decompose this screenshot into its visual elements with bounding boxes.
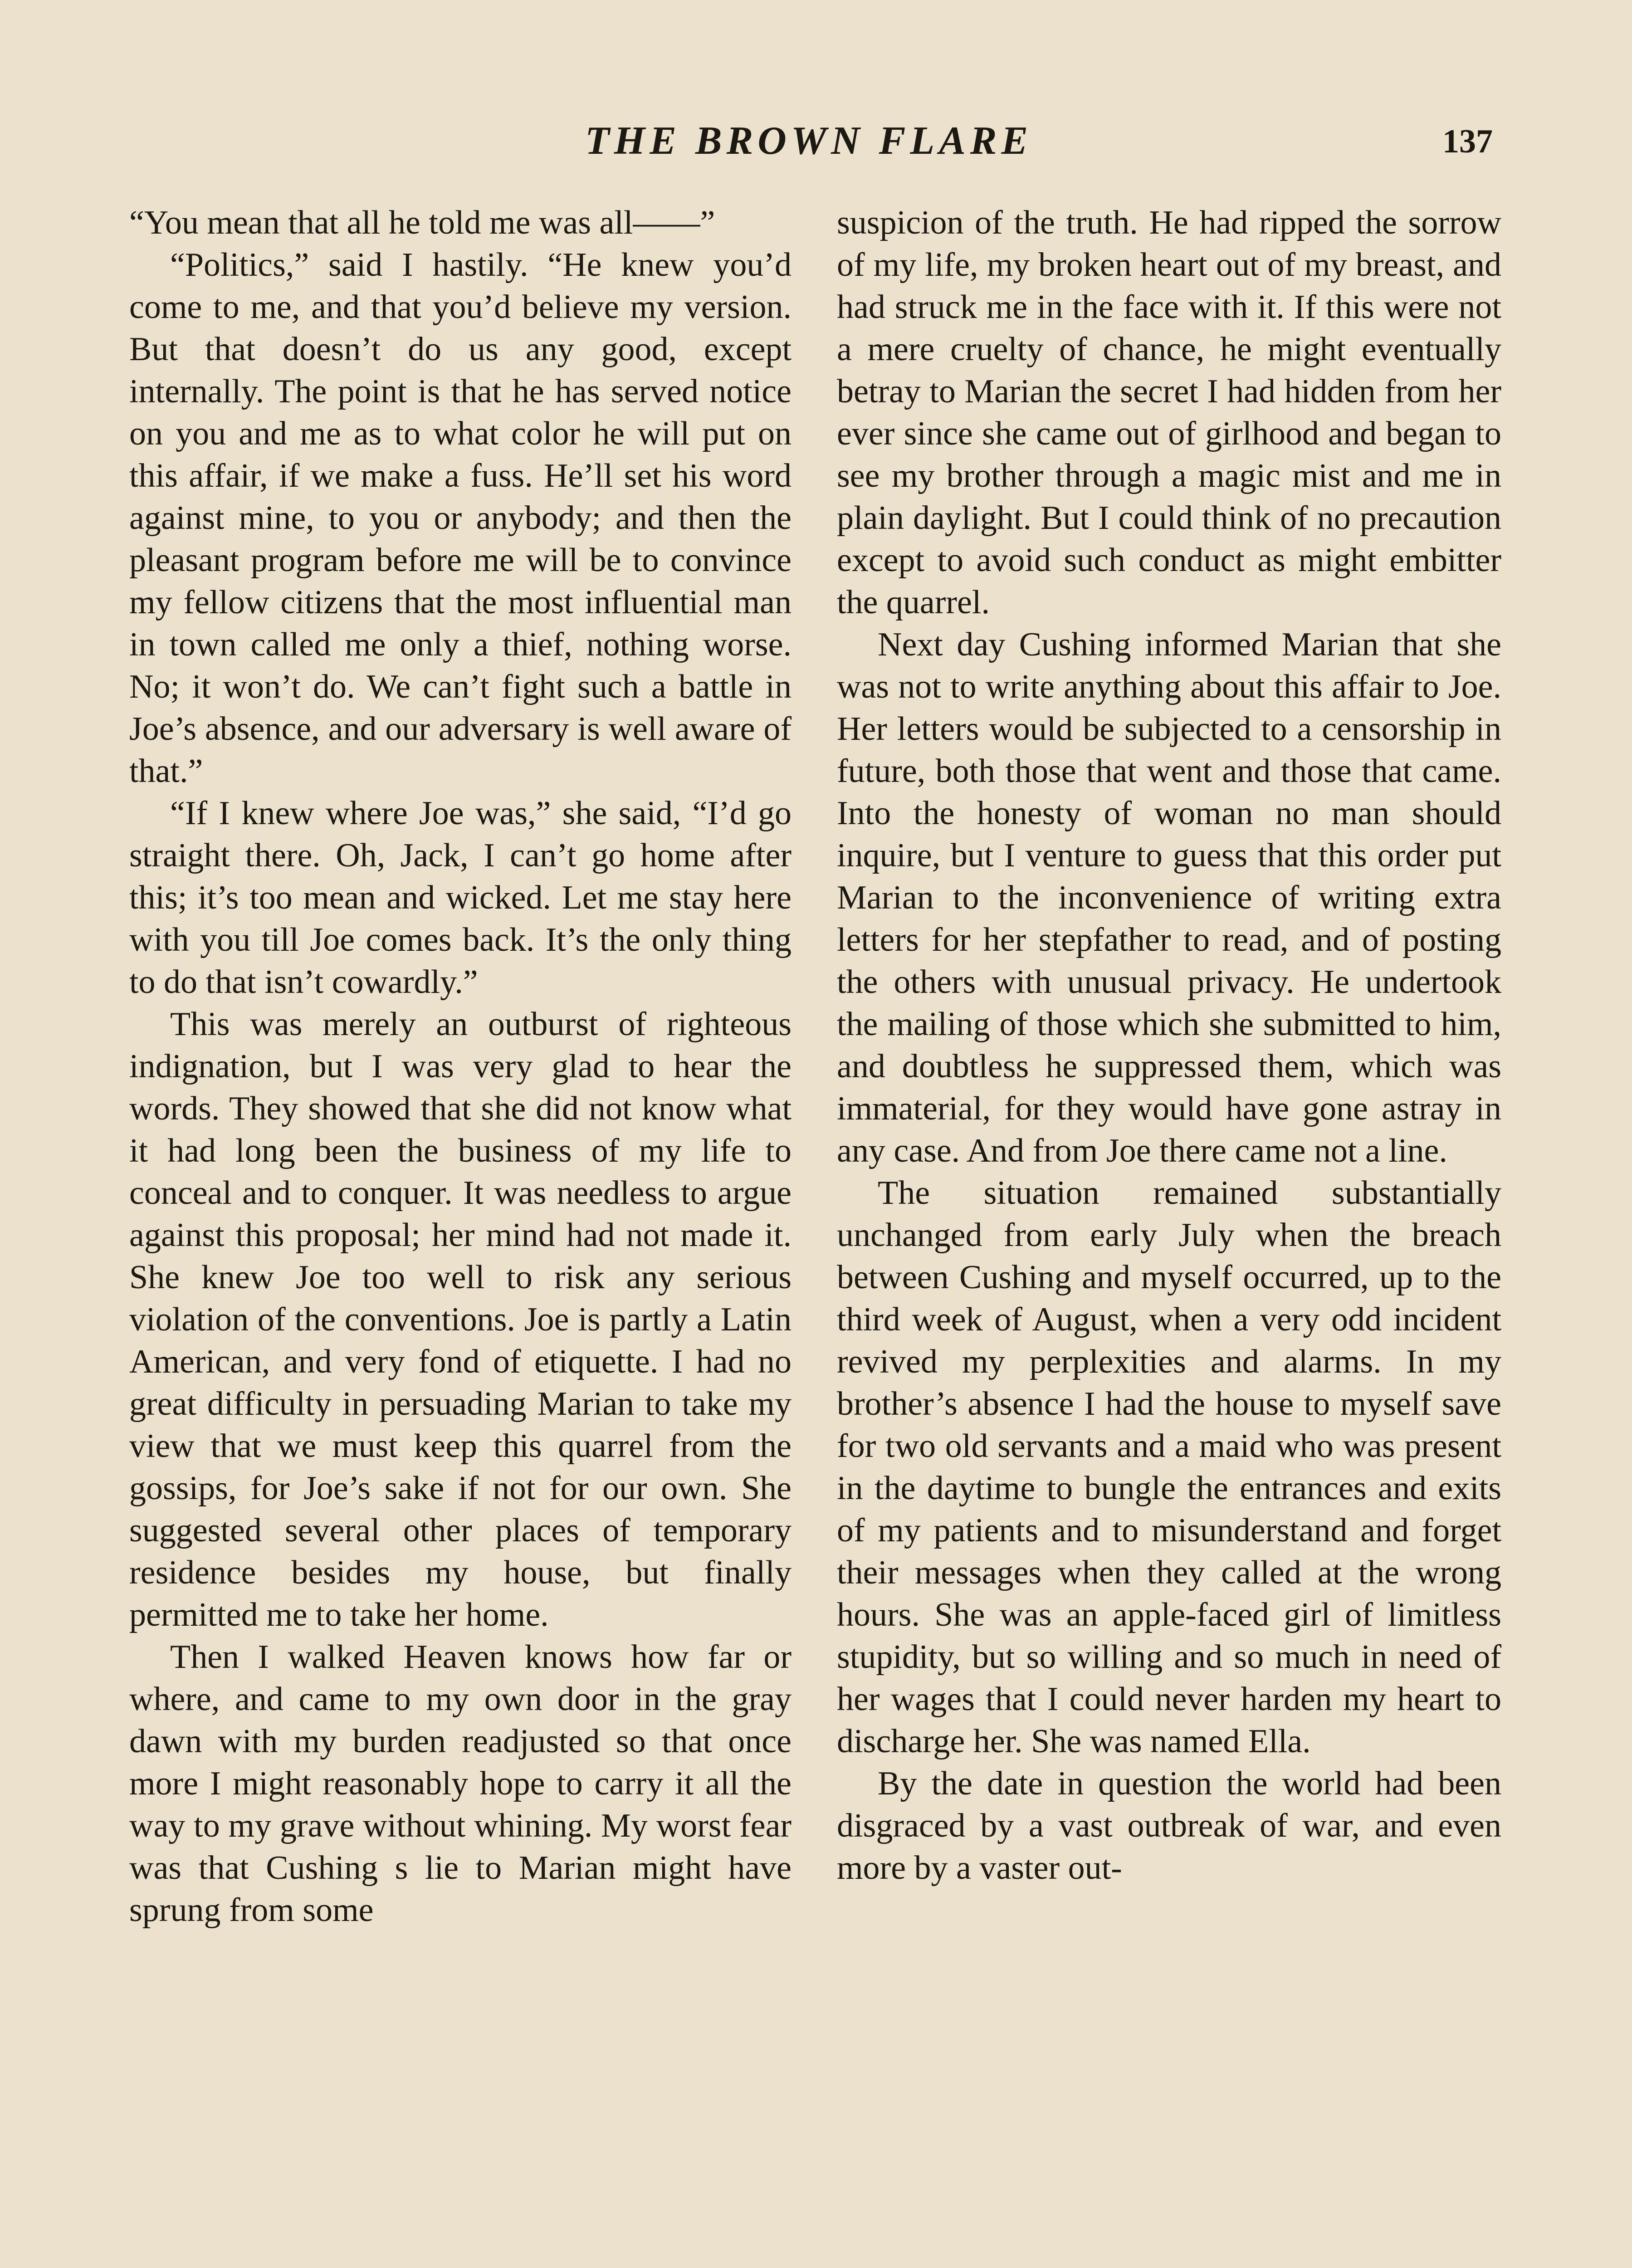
paragraph: Then I walked Heaven knows how far or where, and came to my own door in the gray dawn with my burden readjusted so that once more I might reasonably hope to carry it all the way to my grave without whining. My worst fear was that Cushing s lie to Marian might have sprung from some	[129, 1638, 792, 1929]
paragraph: Next day Cushing informed Marian that she was not to write anything about this affair to Joe. Her letters would be subjected to a censorship in future, both those that went and those that came. Into the honesty of woman no man should inquire, but I venture to guess that this order put Marian to the inconvenience of writing extra letters for her stepfather to read, and of posting the others with unusual privacy. He undertook the mailing of those which she submitted to him, and doubtless he suppressed them, which was immaterial, for they would have gone astray in any case. And from Joe there came not a line.	[837, 626, 1501, 1169]
left-column	[129, 202, 792, 1931]
paragraph: “Politics,” said I hastily. “He knew you’d come to me, and that you’d believe my version. But that doesn’t do us any good, except internally. The point is that he has served notice on you and me as to what color he will put on this affair, if we make a fuss. He’ll set his word against mine, to you or anybody; and then the pleasant program before me will be to convince my fellow citizens that the most influential man in town called me only a thief, nothing worse. No; it won’t do. We can’t fight such a battle in Joe’s absence, and our adversary is well aware of that.”	[129, 246, 792, 790]
paragraph: “You mean that all he told me was all——”	[129, 204, 715, 241]
paragraph: The situation remained substantially unchanged from early July when the breach between Cushing and myself occurred, up to the third week of August, when a very odd incident revived my perplexities and alarms. In my brother’s absence I had the house to myself save for two old servants and a maid who was present in the daytime to bungle the entrances and exits of my patients and to misunderstand and forget their messages when they called at the wrong hours. She was an apple-faced girl of limitless stupidity, but so willing and so much in need of her wages that I could never harden my heart to discharge her. She was named Ella.	[837, 1174, 1501, 1760]
paragraph: By the date in question the world had been disgraced by a vast outbreak of war, and even more by a vaster out-	[837, 1765, 1501, 1887]
running-head: THE BROWN FLARE	[585, 119, 1033, 163]
paragraph: This was merely an outburst of righteous indignation, but I was very glad to hear the words. They showed that she did not know what it had long been the business of my life to conceal and to conquer. It was needless to argue against this proposal; her mind had not made it. She knew Joe too well to risk any serious violation of the conventions. Joe is partly a Latin American, and very fond of etiquette. I had no great difficulty in persuading Marian to take my view that we must keep this quarrel from the gossips, for Joe’s sake if not for our own. She suggested several other places of temporary residence besides my house, but finally permitted me to take her home.	[129, 1006, 792, 1633]
paragraph: “If I knew where Joe was,” she said, “I’d go straight there. Oh, Jack, I can’t go home after this; it’s too mean and wicked. Let me stay here with you till Joe comes back. It’s the only thing to do that isn’t cowardly.”	[129, 795, 792, 1001]
paragraph: suspicion of the truth. He had ripped the sorrow of my life, my broken heart out of my breast, and had struck me in the face with it. If this were not a mere cruelty of chance, he might eventually betray to Marian the secret I had hidden from her ever since she came out of girlhood and began to see my brother through a magic mist and me in plain daylight. But I could think of no precaution except to avoid such conduct as might embitter the quarrel.	[837, 204, 1501, 621]
page-number: 137	[1442, 123, 1493, 160]
right-column	[837, 202, 1501, 1889]
